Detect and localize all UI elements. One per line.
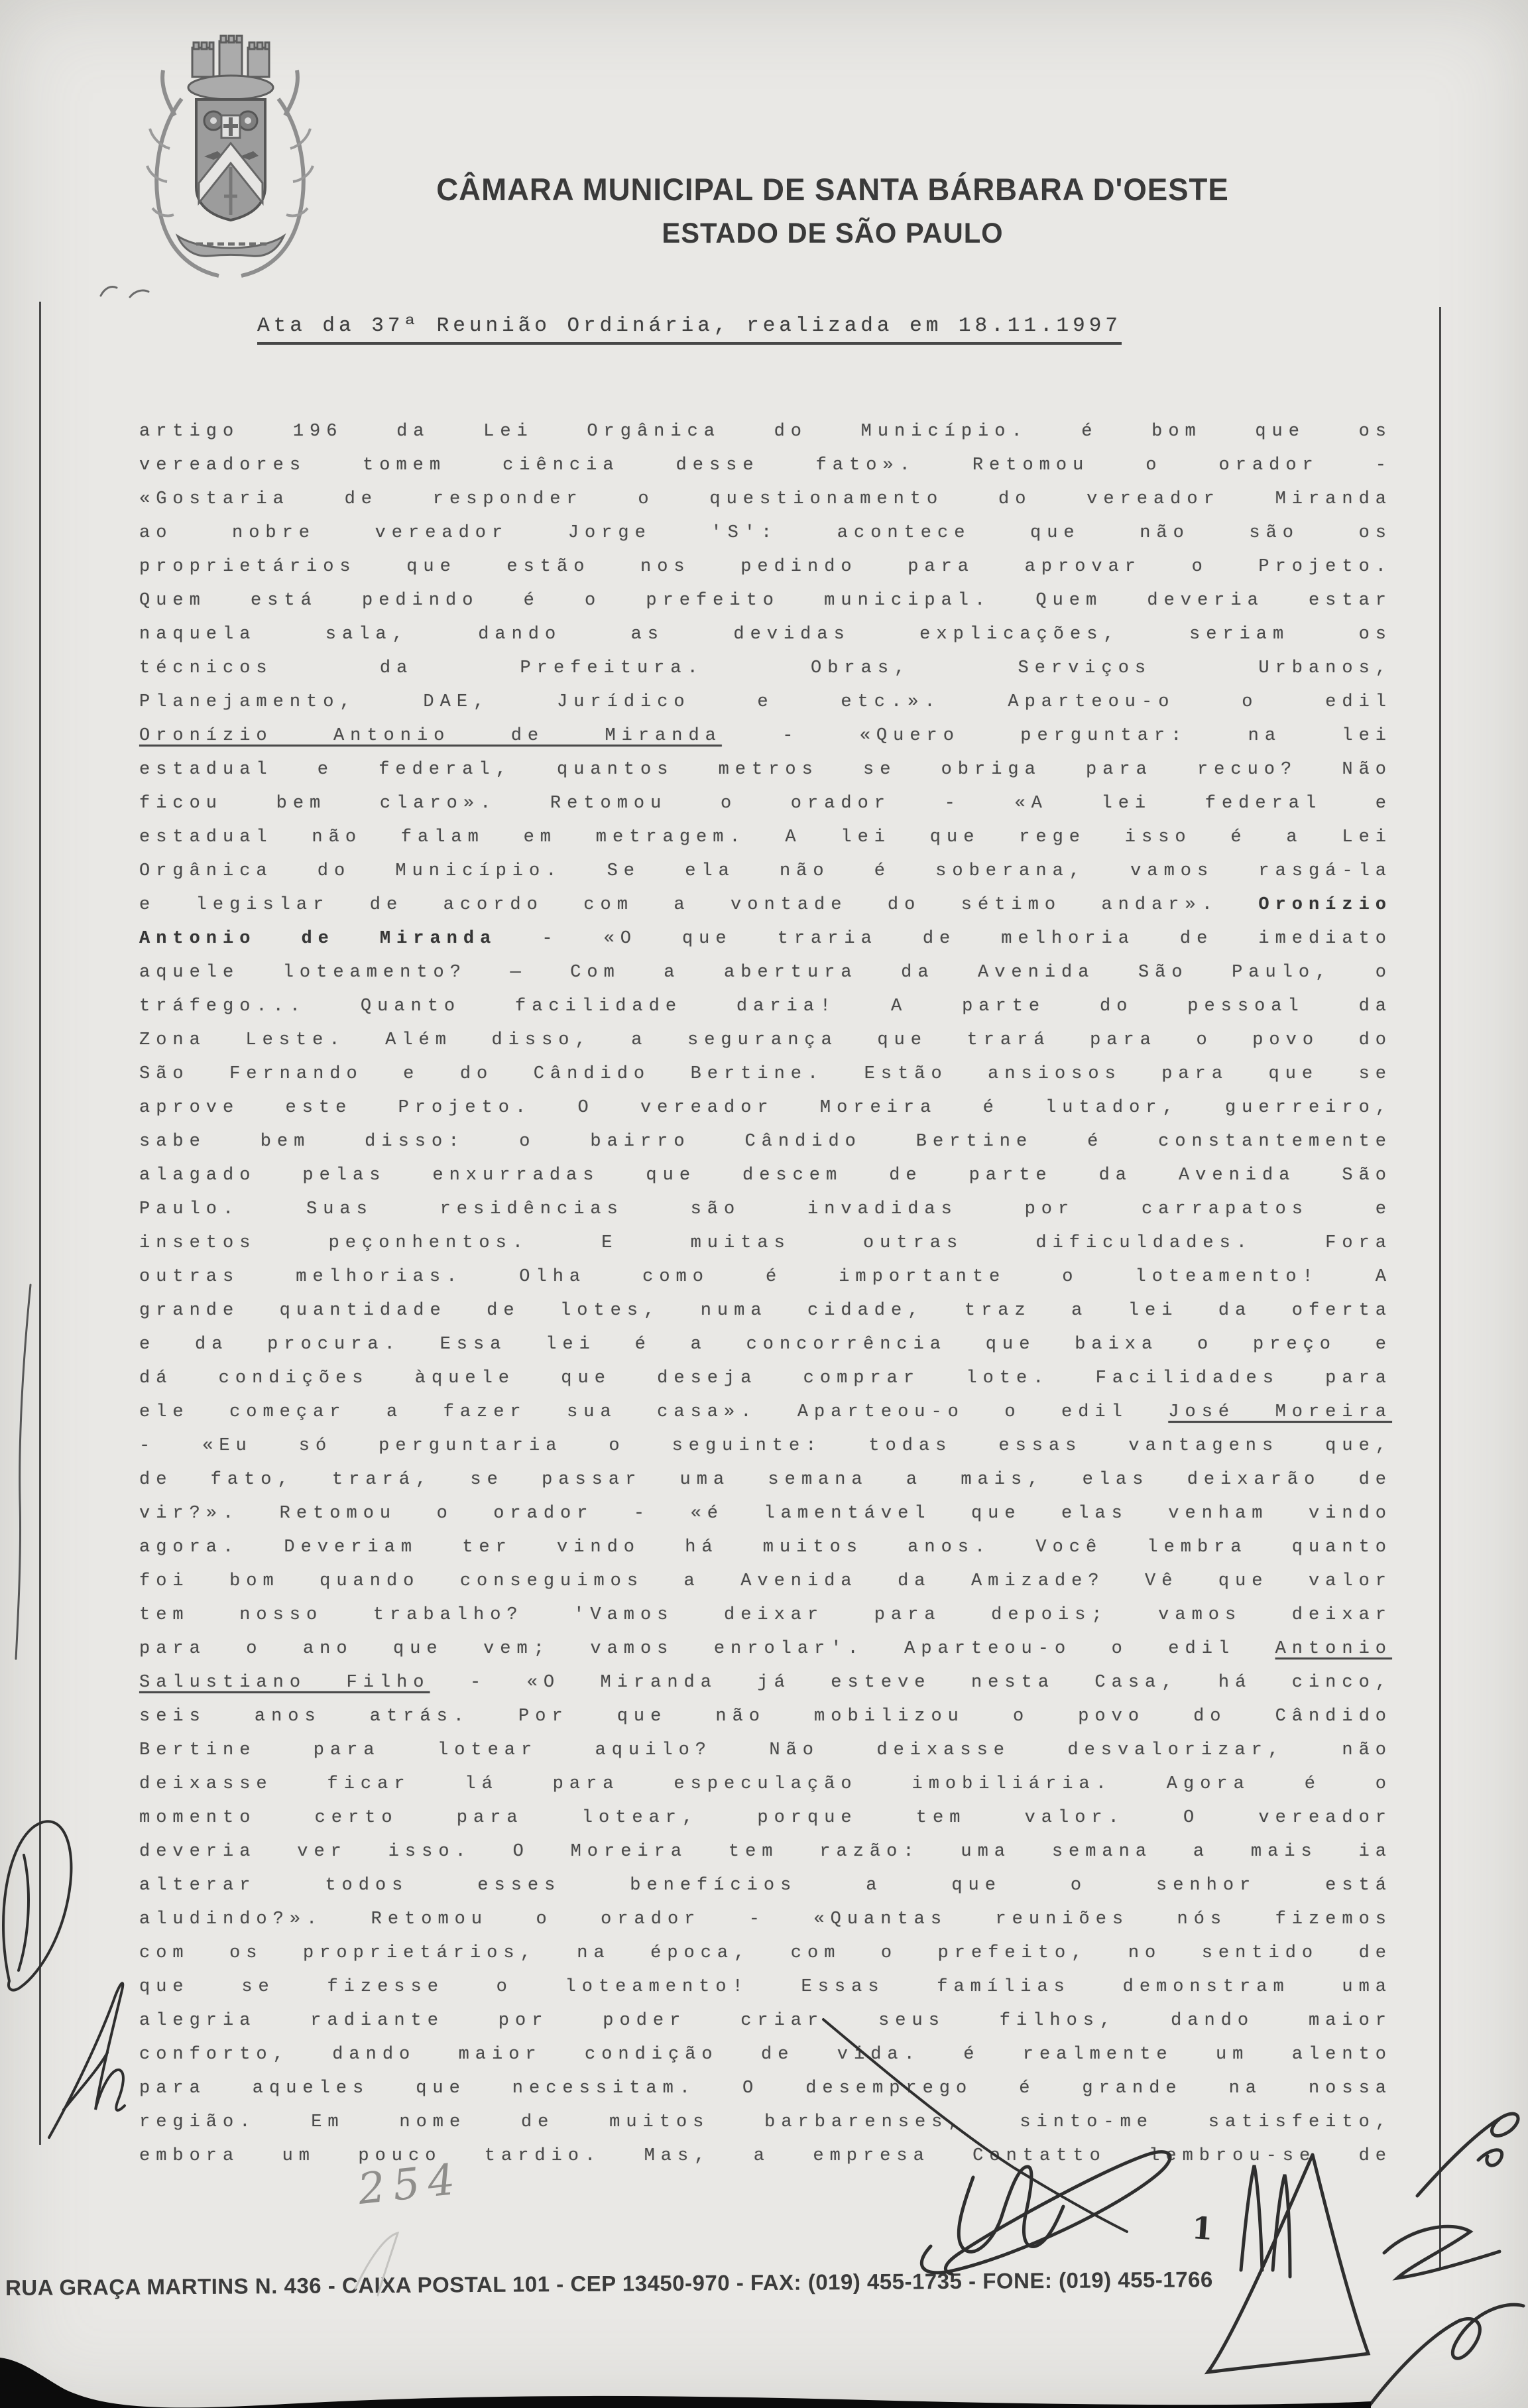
body-line: ficou bem claro». Retomou o orador - «A lei federal e	[139, 794, 1392, 813]
body-line: São Fernando e do Cândido Bertine. Estão ansiosos para que se	[139, 1064, 1392, 1084]
body-line: para o ano que vem; vamos enrolar'. Aparteou-o o edil Antonio	[139, 1639, 1392, 1659]
body-line: técnicos da Prefeitura. Obras, Serviços Urbanos,	[139, 658, 1392, 678]
body-line: alterar todos esses benefícios a que o senhor está	[139, 1876, 1392, 1896]
body-text	[139, 415, 1392, 2173]
body-line: Oronízio Antonio de Miranda - «Quero perguntar: na lei	[139, 726, 1392, 746]
body-line: Planejamento, DAE, Jurídico e etc.». Aparteou-o o edil	[139, 692, 1392, 712]
left-margin-rule	[39, 302, 41, 2145]
body-line: agora. Deveriam ter vindo há muitos anos. Você lembra quanto	[139, 1537, 1392, 1557]
body-line: naquela sala, dando as devidas explicações, seriam os	[139, 625, 1392, 644]
body-line: Antonio de Miranda - «O que traria de melhoria de imediato	[139, 929, 1392, 949]
body-line: e legislar de acordo com a vontade do sétimo andar». Oronízio	[139, 895, 1392, 915]
body-line: foi bom quando conseguimos a Avenida da Amizade? Vê que valor	[139, 1571, 1392, 1591]
body-line: embora um pouco tardio. Mas, a empresa Contatto lembrou-se de	[139, 2146, 1392, 2166]
handwritten-page-number: 254	[355, 2154, 465, 2215]
body-line: com os proprietários, na época, com o prefeito, no sentido de	[139, 1943, 1392, 1963]
body-line: que se fizesse o loteamento! Essas famílias demonstram uma	[139, 1977, 1392, 1997]
body-line: sabe bem disso: o bairro Cândido Bertine é constantemente	[139, 1132, 1392, 1152]
body-line: Paulo. Suas residências são invadidas por carrapatos e	[139, 1199, 1392, 1219]
body-line: dá condições àquele que deseja comprar lote. Facilidades para	[139, 1368, 1392, 1388]
body-line: Bertine para lotear aquilo? Não deixasse desvalorizar, não	[139, 1740, 1392, 1760]
body-line: conforto, dando maior condição de vida. é realmente um alento	[139, 2045, 1392, 2065]
org-name-line1: CÂMARA MUNICIPAL DE SANTA BÁRBARA D'OESTE	[436, 172, 1229, 207]
body-line: deixasse ficar lá para especulação imobiliária. Agora é o	[139, 1774, 1392, 1794]
body-line: tráfego... Quanto facilidade daria! A parte do pessoal da	[139, 996, 1392, 1016]
body-line: ao nobre vereador Jorge 'S': acontece que não são os	[139, 523, 1392, 543]
body-line: - «Eu só perguntaria o seguinte: todas essas vantagens que,	[139, 1436, 1392, 1456]
body-line: seis anos atrás. Por que não mobilizou o povo do Cândido	[139, 1707, 1392, 1726]
body-line: aprove este Projeto. O vereador Moreira é lutador, guerreiro,	[139, 1098, 1392, 1118]
document-title: Ata da 37ª Reunião Ordinária, realizada em 18.11.1997	[257, 314, 1122, 345]
body-line: estadual e federal, quantos metros se obriga para recuo? Não	[139, 760, 1392, 780]
body-line: deveria ver isso. O Moreira tem razão: uma semana a mais ia	[139, 1842, 1392, 1862]
body-line: Zona Leste. Além disso, a segurança que trará para o povo do	[139, 1030, 1392, 1050]
body-line: para aqueles que necessitam. O desemprego é grande na nossa	[139, 2078, 1392, 2098]
body-line: ele começar a fazer sua casa». Aparteou-o o edil José Moreira	[139, 1402, 1392, 1422]
body-line: tem nosso trabalho? 'Vamos deixar para depois; vamos deixar	[139, 1605, 1392, 1625]
body-line: grande quantidade de lotes, numa cidade, traz a lei da oferta	[139, 1301, 1392, 1321]
body-line: insetos peçonhentos. E muitas outras dificuldades. Fora	[139, 1233, 1392, 1253]
body-line: e da procura. Essa lei é a concorrência que baixa o preço e	[139, 1335, 1392, 1354]
org-name-line2: ESTADO DE SÃO PAULO	[662, 217, 1004, 249]
body-line: alagado pelas enxurradas que descem de parte da Avenida São	[139, 1166, 1392, 1185]
handwritten-digit: 1	[1191, 2209, 1214, 2248]
body-line: artigo 196 da Lei Orgânica do Município. é bom que os	[139, 422, 1392, 442]
body-line: Orgânica do Município. Se ela não é soberana, vamos rasgá-la	[139, 861, 1392, 881]
body-line: momento certo para lotear, porque tem valor. O vereador	[139, 1808, 1392, 1828]
right-margin-rule	[1439, 307, 1441, 2269]
footer-address: RUA GRAÇA MARTINS N. 436 - CAIXA POSTAL 101 - CEP 13450-970 - FAX: (019) 455-1735 - FONE: (019) 455-1766	[5, 2267, 1213, 2300]
body-line: Salustiano Filho - «O Miranda já esteve nesta Casa, há cinco,	[139, 1673, 1392, 1693]
body-line: Quem está pedindo é o prefeito municipal. Quem deveria estar	[139, 591, 1392, 611]
body-line: vereadores tomem ciência desse fato». Retomou o orador -	[139, 455, 1392, 475]
body-line: região. Em nome de muitos barbarenses, sinto-me satisfeito,	[139, 2112, 1392, 2132]
body-line: vir?». Retomou o orador - «é lamentável que elas venham vindo	[139, 1504, 1392, 1524]
coat-of-arms	[141, 16, 320, 288]
coat-of-arms-graphic	[141, 16, 320, 284]
body-line: estadual não falam em metragem. A lei que rege isso é a Lei	[139, 827, 1392, 847]
body-line: proprietários que estão nos pedindo para aprovar o Projeto.	[139, 557, 1392, 577]
body-line: aludindo?». Retomou o orador - «Quantas reuniões nós fizemos	[139, 1909, 1392, 1929]
body-line: aquele loteamento? — Com a abertura da Avenida São Paulo, o	[139, 963, 1392, 983]
body-line: de fato, trará, se passar uma semana a mais, elas deixarão de	[139, 1470, 1392, 1490]
body-line: «Gostaria de responder o questionamento do vereador Miranda	[139, 489, 1392, 509]
body-line: outras melhorias. Olha como é importante o loteamento! A	[139, 1267, 1392, 1287]
body-line: alegria radiante por poder criar seus filhos, dando maior	[139, 2011, 1392, 2031]
